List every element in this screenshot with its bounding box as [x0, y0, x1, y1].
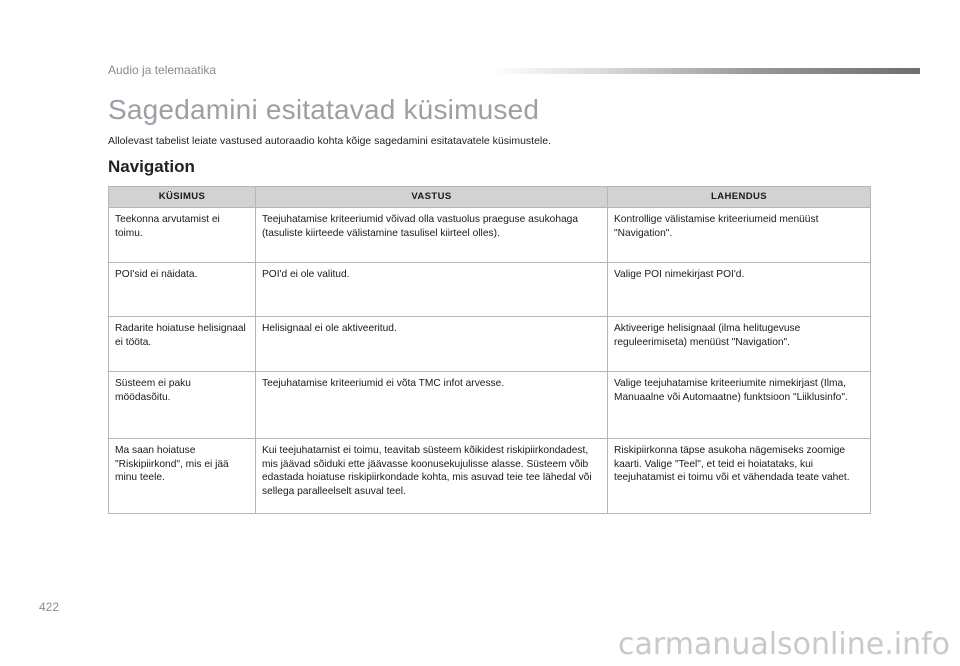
faq-table [108, 186, 871, 514]
question-cell: Teekonna arvutamist ei toimu. [109, 208, 256, 263]
header-section-label: Audio ja telemaatika [108, 63, 217, 77]
page-number: 422 [39, 600, 60, 614]
table-row [109, 317, 871, 372]
answer-cell: POI'd ei ole valitud. [256, 263, 608, 317]
question-cell: POI'sid ei näidata. [109, 263, 256, 317]
solution-cell: Riskipiirkonna täpse asukoha nägemiseks zoomige kaarti. Valige "Teel", et teid ei hoiatataks, kui teejuhatamist ei toimu või et vähendada teate vahet. [608, 439, 871, 514]
answer-cell: Teejuhatamise kriteeriumid ei võta TMC infot arvesse. [256, 372, 608, 439]
table-row [109, 208, 871, 263]
table-row [109, 372, 871, 439]
section-title: Navigation [108, 157, 195, 176]
question-cell: Ma saan hoiatuse "Riskipiirkond", mis ei jää minu teele. [109, 439, 256, 514]
column-header-question: KÜSIMUS [109, 187, 256, 208]
solution-cell: Aktiveerige helisignaal (ilma helitugevuse reguleerimiseta) menüüst "Navigation". [608, 317, 871, 372]
question-cell: Radarite hoiatuse helisignaal ei tööta. [109, 317, 256, 372]
solution-cell: Kontrollige välistamise kriteeriumeid menüüst "Navigation". [608, 208, 871, 263]
table-row [109, 263, 871, 317]
answer-cell: Helisignaal ei ole aktiveeritud. [256, 317, 608, 372]
watermark-logo: carmanualsonline.info [618, 627, 950, 662]
page-title: Sagedamini esitatavad küsimused [108, 94, 540, 125]
question-cell: Süsteem ei paku möödasõitu. [109, 372, 256, 439]
answer-cell: Kui teejuhatamist ei toimu, teavitab süsteem kõikidest riskipiirkondadest, mis jäävad sõiduki ette jäävasse koonusekujulisse alasse. Süsteem võib edastada hoiatuse riskipiirkondade kohta, mis asuvad teie tee lähedal või sellega paralleelselt asuval teel. [256, 439, 608, 514]
intro-text: Allolevast tabelist leiate vastused autoraadio kohta kõige sagedamini esitatavatele küsimustele. [108, 135, 552, 147]
column-header-solution: LAHENDUS [608, 187, 871, 208]
solution-cell: Valige teejuhatamise kriteeriumite nimekirjast (Ilma, Manuaalne või Automaatne) funktsioon "Liiklusinfo". [608, 372, 871, 439]
solution-cell: Valige POI nimekirjast POI'd. [608, 263, 871, 317]
table-header-row [109, 187, 871, 208]
answer-cell: Teejuhatamise kriteeriumid võivad olla vastuolus praeguse asukohaga (tasuliste kiirteede välistamine tasulisel kiirteel olles). [256, 208, 608, 263]
column-header-answer: VASTUS [256, 187, 608, 208]
header-divider-bar [490, 68, 920, 74]
table-row [109, 439, 871, 514]
